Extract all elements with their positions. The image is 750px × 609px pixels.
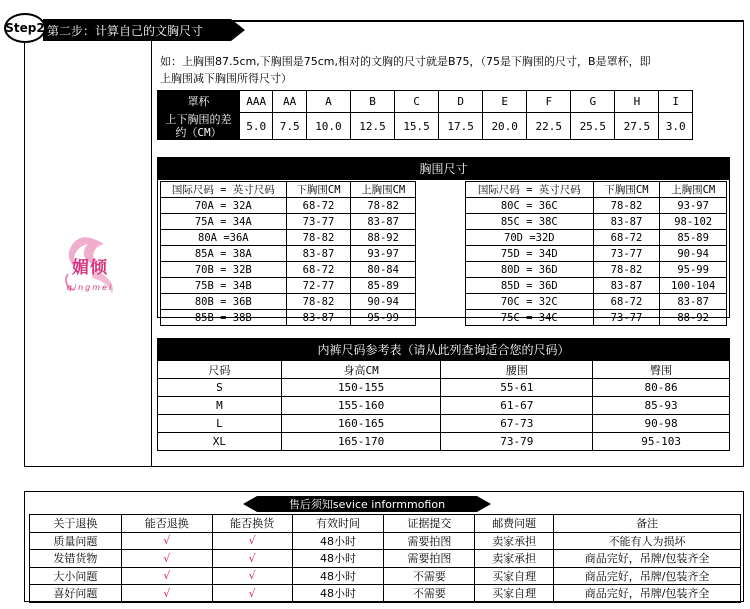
- table-row: [466, 246, 727, 262]
- diff-header: [158, 113, 240, 140]
- bra-size-table-right: [465, 181, 727, 326]
- column-header: 备注: [554, 515, 741, 533]
- table-cell: 48小时: [292, 532, 384, 550]
- diff-header-line-2: 约（CM）: [175, 126, 222, 139]
- table-row: [466, 294, 727, 310]
- table-cell: 73-79: [441, 433, 593, 451]
- table-cell: 48小时: [292, 550, 384, 568]
- table-cell: 75A = 34A: [161, 214, 287, 230]
- table-row: [161, 294, 416, 310]
- cup-cell: I: [659, 91, 693, 113]
- diff-cell: 17.5: [439, 113, 483, 140]
- table-cell: 85D = 36D: [466, 278, 594, 294]
- table-cell: √: [121, 567, 212, 585]
- table-cell: 75C = 34C: [466, 310, 594, 326]
- table-cell: 不需要: [384, 567, 475, 585]
- table-cell: 商品完好，吊牌/包装齐全: [554, 585, 741, 603]
- table-cell: 买家自理: [475, 585, 554, 603]
- diff-cell: 10.0: [306, 113, 350, 140]
- column-header: 关于退换: [30, 515, 122, 533]
- table-cell: 88-92: [351, 230, 416, 246]
- table-cell: 85-89: [660, 230, 727, 246]
- table-row: [30, 585, 741, 603]
- explanation-line-1: 如：上胸围87.5cm,下胸围是75cm,相对的文胸的尺寸就是B75，（75是下胸围的尺寸，B是罩杯，即: [160, 55, 651, 68]
- diff-cell: 27.5: [615, 113, 659, 140]
- table-row: [466, 310, 727, 326]
- table-row: [161, 198, 416, 214]
- table-cell: √: [212, 567, 292, 585]
- table-cell: 商品完好，吊牌/包装齐全: [554, 550, 741, 568]
- diff-cell: 22.5: [527, 113, 571, 140]
- table-cell: 160-165: [281, 415, 441, 433]
- cup-cell: E: [483, 91, 527, 113]
- table-cell: 155-160: [281, 397, 441, 415]
- table-cell: 68-72: [593, 294, 660, 310]
- cup-cell: C: [395, 91, 439, 113]
- title-arrow-left-icon: [243, 496, 257, 512]
- cup-cell: H: [615, 91, 659, 113]
- column-header: 能否换货: [212, 515, 292, 533]
- table-cell: 80C = 36C: [466, 198, 594, 214]
- table-cell: 需要拍图: [384, 532, 475, 550]
- table-cell: 83-87: [593, 278, 660, 294]
- table-cell: 72-77: [286, 278, 351, 294]
- table-row: [158, 433, 730, 451]
- diff-cell: 25.5: [571, 113, 615, 140]
- table-cell: 95-99: [660, 262, 727, 278]
- table-cell: 83-87: [286, 310, 351, 326]
- table-row: [161, 246, 416, 262]
- column-header: 证据提交: [384, 515, 475, 533]
- table-cell: 70D =32D: [466, 230, 594, 246]
- table-row: [158, 379, 730, 397]
- after-sale-table: [29, 514, 741, 603]
- table-cell: 85C = 38C: [466, 214, 594, 230]
- table-cell: 61-67: [441, 397, 593, 415]
- table-cell: √: [121, 532, 212, 550]
- table-cell: 93-97: [660, 198, 727, 214]
- table-cell: 卖家承担: [475, 532, 554, 550]
- table-cell: L: [158, 415, 282, 433]
- table-cell: √: [212, 550, 292, 568]
- table-row: [466, 278, 727, 294]
- table-cell: 75D = 34D: [466, 246, 594, 262]
- table-row: [466, 198, 727, 214]
- table-cell: 88-92: [660, 310, 727, 326]
- table-cell: 85-89: [351, 278, 416, 294]
- table-row: [158, 397, 730, 415]
- table-row: [161, 310, 416, 326]
- column-header: 能否退换: [121, 515, 212, 533]
- logo-column-divider: [151, 40, 152, 467]
- table-cell: 78-82: [351, 198, 416, 214]
- table-cell: 85A = 38A: [161, 246, 287, 262]
- table-cell: 73-77: [286, 214, 351, 230]
- column-header: 下胸围CM: [593, 182, 660, 198]
- table-row: [161, 214, 416, 230]
- table-cell: 73-77: [593, 246, 660, 262]
- table-cell: M: [158, 397, 282, 415]
- table-cell: 80-84: [351, 262, 416, 278]
- table-cell: 48小时: [292, 567, 384, 585]
- underwear-size-title: 内裤尺码参考表（请从此列查询适合您的尺码）: [157, 338, 730, 360]
- table-row: [30, 567, 741, 585]
- column-header: 国际尺码 = 英寸尺码: [466, 182, 594, 198]
- column-header: 下胸围CM: [286, 182, 351, 198]
- step-arrow-icon: [231, 19, 245, 41]
- diff-cell: 7.5: [273, 113, 306, 140]
- diff-cell: 15.5: [395, 113, 439, 140]
- table-row: [158, 415, 730, 433]
- diff-cell: 5.0: [240, 113, 273, 140]
- column-header: 邮费问题: [475, 515, 554, 533]
- table-cell: 70A = 32A: [161, 198, 287, 214]
- table-cell: 不能有人为损坏: [554, 532, 741, 550]
- column-header: 尺码: [158, 361, 282, 379]
- table-cell: 质量问题: [30, 532, 122, 550]
- table-cell: 68-72: [286, 198, 351, 214]
- table-cell: 68-72: [286, 262, 351, 278]
- cup-header: 罩杯: [158, 91, 240, 113]
- table-cell: 80-86: [593, 379, 730, 397]
- table-cell: 100-104: [660, 278, 727, 294]
- brand-logo-subtext: qingmei: [66, 283, 114, 292]
- table-cell: 68-72: [593, 230, 660, 246]
- column-header: 腰围: [441, 361, 593, 379]
- table-cell: 165-170: [281, 433, 441, 451]
- table-cell: 80A =36A: [161, 230, 287, 246]
- table-cell: 85B = 38B: [161, 310, 287, 326]
- table-cell: 80B = 36B: [161, 294, 287, 310]
- table-cell: XL: [158, 433, 282, 451]
- table-cell: 买家自理: [475, 567, 554, 585]
- table-cell: 大小问题: [30, 567, 122, 585]
- table-row: [161, 230, 416, 246]
- table-cell: 喜好问题: [30, 585, 122, 603]
- column-header: 有效时间: [292, 515, 384, 533]
- table-header-row: [30, 515, 741, 533]
- table-cell: 商品完好，吊牌/包装齐全: [554, 567, 741, 585]
- table-cell: 83-87: [286, 246, 351, 262]
- column-header: 身高CM: [281, 361, 441, 379]
- table-cell: 48小时: [292, 585, 384, 603]
- cup-cell: AAA: [240, 91, 273, 113]
- table-cell: 75B = 34B: [161, 278, 287, 294]
- table-cell: 98-102: [660, 214, 727, 230]
- cup-cell: B: [350, 91, 394, 113]
- table-cell: 55-61: [441, 379, 593, 397]
- bra-size-title: 胸围尺寸: [157, 157, 730, 179]
- column-header: 臀围: [593, 361, 730, 379]
- table-cell: 发错货物: [30, 550, 122, 568]
- table-row: [161, 278, 416, 294]
- diff-cell: 3.0: [659, 113, 693, 140]
- explanation-line-2: 上胸围减下胸围所得尺寸）: [160, 72, 292, 85]
- table-header-row: [161, 182, 416, 198]
- cup-cell: AA: [273, 91, 306, 113]
- table-cell: √: [121, 585, 212, 603]
- table-cell: 需要拍图: [384, 550, 475, 568]
- cup-cell: G: [571, 91, 615, 113]
- table-cell: 150-155: [281, 379, 441, 397]
- bra-size-table-left: [160, 181, 416, 326]
- cup-difference-table: [157, 90, 693, 140]
- table-cell: √: [121, 550, 212, 568]
- column-header: 上胸围CM: [660, 182, 727, 198]
- table-cell: 卖家承担: [475, 550, 554, 568]
- table-cell: 80D = 36D: [466, 262, 594, 278]
- table-cell: 90-94: [660, 246, 727, 262]
- table-cell: 90-98: [593, 415, 730, 433]
- table-row: [161, 262, 416, 278]
- table-cell: 83-87: [593, 214, 660, 230]
- table-cell: √: [212, 532, 292, 550]
- table-cell: 95-103: [593, 433, 730, 451]
- table-header-row: [158, 361, 730, 379]
- table-cell: 78-82: [286, 230, 351, 246]
- cup-cell: A: [306, 91, 350, 113]
- underwear-size-table: [157, 360, 730, 451]
- diff-cell: 20.0: [483, 113, 527, 140]
- table-row: [30, 532, 741, 550]
- table-header-row: [466, 182, 727, 198]
- table-row: [466, 214, 727, 230]
- table-cell: 83-87: [351, 214, 416, 230]
- title-arrow-right-icon: [477, 496, 491, 512]
- table-cell: 85-93: [593, 397, 730, 415]
- diff-header-line-1: 上下胸围的差: [165, 113, 232, 126]
- diff-cell: 12.5: [350, 113, 394, 140]
- table-cell: 78-82: [593, 262, 660, 278]
- table-cell: 78-82: [286, 294, 351, 310]
- table-row: [30, 550, 741, 568]
- size-explanation: [160, 53, 740, 87]
- table-row: [466, 230, 727, 246]
- column-header: 上胸围CM: [351, 182, 416, 198]
- cup-cell: D: [439, 91, 483, 113]
- table-cell: 95-99: [351, 310, 416, 326]
- step-title: 第二步：计算自己的文胸尺寸: [43, 19, 231, 41]
- table-cell: 93-97: [351, 246, 416, 262]
- table-cell: √: [212, 585, 292, 603]
- cup-cell: F: [527, 91, 571, 113]
- table-cell: 90-94: [351, 294, 416, 310]
- table-cell: 70B = 32B: [161, 262, 287, 278]
- table-cell: 67-73: [441, 415, 593, 433]
- column-header: 国际尺码 = 英寸尺码: [161, 182, 287, 198]
- table-cell: 70C = 32C: [466, 294, 594, 310]
- table-row: [466, 262, 727, 278]
- table-cell: 83-87: [660, 294, 727, 310]
- brand-logo-text: 媚倾: [72, 258, 108, 278]
- table-cell: 78-82: [593, 198, 660, 214]
- table-cell: S: [158, 379, 282, 397]
- after-sale-title: 售后须知sevice informmofion: [257, 496, 477, 512]
- step-badge: Step2: [4, 13, 46, 43]
- table-cell: 73-77: [593, 310, 660, 326]
- table-cell: 不需要: [384, 585, 475, 603]
